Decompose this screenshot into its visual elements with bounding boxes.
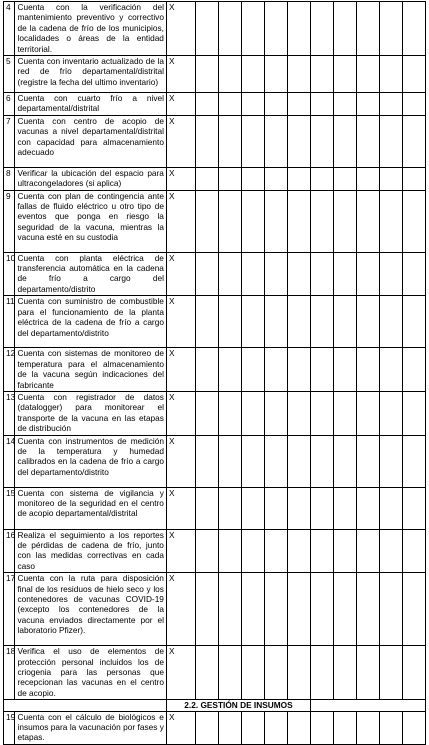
empty-cell — [288, 529, 311, 573]
item-mark: X — [166, 391, 195, 435]
empty-cell — [242, 487, 265, 529]
empty-cell — [219, 646, 242, 700]
empty-cell — [333, 167, 356, 190]
item-description: Realiza el seguimiento a los reportes de pérdidas de cadena de frío, junto con las medidas correctivas en cada caso — [15, 529, 166, 573]
empty-cell — [402, 573, 425, 646]
empty-cell — [333, 252, 356, 296]
table-row — [4, 2, 426, 56]
item-number: 7 — [4, 115, 15, 167]
empty-cell — [265, 115, 288, 167]
empty-cell — [356, 167, 379, 190]
empty-cell — [356, 487, 379, 529]
item-mark: X — [166, 93, 195, 116]
empty-cell — [265, 93, 288, 116]
empty-cell — [288, 190, 311, 252]
empty-cell — [219, 115, 242, 167]
empty-cell — [265, 296, 288, 348]
table-row — [4, 529, 426, 573]
empty-cell — [196, 646, 219, 700]
empty-cell — [311, 391, 334, 435]
empty-cell — [402, 2, 425, 56]
item-mark: X — [166, 487, 195, 529]
empty-cell — [196, 252, 219, 296]
table-row — [4, 573, 426, 646]
table-row — [4, 252, 426, 296]
empty-cell — [265, 487, 288, 529]
empty-cell — [333, 573, 356, 646]
section-body — [4, 711, 426, 744]
empty-cell — [379, 93, 402, 116]
empty-cell — [196, 529, 219, 573]
empty-cell — [265, 167, 288, 190]
table-row — [4, 296, 426, 348]
empty-cell — [402, 296, 425, 348]
item-mark: X — [166, 646, 195, 700]
item-number: 16 — [4, 529, 15, 573]
item-description: Cuenta con la ruta para disposición final de los residuos de hielo seco y los contenedores de vacunas COVID-19 (excepto los contenedores de la vacuna enviados directamente por el laboratorio Pfizer). — [15, 573, 166, 646]
empty-cell — [402, 167, 425, 190]
table-row — [4, 190, 426, 252]
empty-cell — [196, 167, 219, 190]
table-row — [4, 487, 426, 529]
empty-cell — [196, 348, 219, 392]
empty-cell — [402, 529, 425, 573]
checklist-body — [4, 2, 426, 700]
empty-cell — [219, 167, 242, 190]
empty-cell — [311, 348, 334, 392]
empty-cell — [265, 711, 288, 744]
empty-cell — [288, 2, 311, 56]
empty-cell — [196, 391, 219, 435]
empty-cell — [311, 252, 334, 296]
empty-cell — [333, 391, 356, 435]
item-description: Cuenta con instrumentos de medición de la temperatura y humedad calibrados en la cadena de frío a cargo del departamento/distrito — [15, 435, 166, 487]
item-number: 19 — [4, 711, 15, 744]
empty-cell — [265, 252, 288, 296]
empty-cell — [288, 252, 311, 296]
empty-cell — [242, 56, 265, 93]
empty-cell — [196, 296, 219, 348]
empty-cell — [196, 573, 219, 646]
empty-cell — [333, 296, 356, 348]
table-row — [4, 93, 426, 116]
empty-cell — [379, 573, 402, 646]
empty-cell — [311, 646, 334, 700]
item-mark: X — [166, 348, 195, 392]
item-description: Cuenta con registrador de datos (datalogger) para monitorear el transporte de la vacuna en las etapas de distribución — [15, 391, 166, 435]
empty-cell — [333, 56, 356, 93]
empty-cell — [242, 93, 265, 116]
empty-cell — [333, 529, 356, 573]
empty-cell — [402, 115, 425, 167]
empty-cell — [356, 711, 379, 744]
empty-cell — [356, 115, 379, 167]
item-mark: X — [166, 296, 195, 348]
empty-cell — [356, 296, 379, 348]
empty-cell — [356, 93, 379, 116]
empty-cell — [311, 296, 334, 348]
empty-cell — [265, 56, 288, 93]
empty-cell — [311, 573, 334, 646]
empty-cell — [196, 115, 219, 167]
item-mark: X — [166, 2, 195, 56]
empty-cell — [379, 2, 402, 56]
empty-cell — [219, 56, 242, 93]
empty-cell — [196, 56, 219, 93]
empty-cell — [242, 646, 265, 700]
empty-cell — [402, 252, 425, 296]
table-row — [4, 56, 426, 93]
empty-cell — [265, 435, 288, 487]
empty-cell — [288, 93, 311, 116]
item-description: Cuenta con sistema de vigilancia y monitoreo de la seguridad en el centro de acopio departamental/distrital — [15, 487, 166, 529]
empty-cell — [402, 391, 425, 435]
empty-cell — [333, 487, 356, 529]
empty-cell — [311, 115, 334, 167]
empty-cell — [265, 391, 288, 435]
empty-cell — [356, 435, 379, 487]
empty-cell — [265, 348, 288, 392]
empty-cell — [356, 2, 379, 56]
section-title: 2.2. GESTIÓN DE INSUMOS — [166, 700, 310, 711]
empty-cell — [242, 573, 265, 646]
empty-cell — [219, 190, 242, 252]
verification-checklist-table — [3, 1, 426, 745]
empty-cell — [288, 711, 311, 744]
empty-cell — [219, 391, 242, 435]
empty-cell — [242, 391, 265, 435]
item-number: 13 — [4, 391, 15, 435]
empty-cell — [242, 115, 265, 167]
empty-cell — [196, 435, 219, 487]
empty-cell — [288, 167, 311, 190]
empty-cell — [402, 711, 425, 744]
empty-cell — [288, 435, 311, 487]
table-row — [4, 348, 426, 392]
table-row — [4, 646, 426, 700]
empty-cell — [333, 435, 356, 487]
empty-cell — [219, 93, 242, 116]
empty-cell — [379, 115, 402, 167]
empty-cell — [242, 296, 265, 348]
empty-cell — [379, 435, 402, 487]
empty-cell — [333, 646, 356, 700]
item-description: Cuenta con cuarto frío a nivel departamental/distrital — [15, 93, 166, 116]
item-number: 5 — [4, 56, 15, 93]
empty-cell — [333, 93, 356, 116]
item-description: Cuenta con sistemas de monitoreo de temperatura para el almacenamiento de la vacuna según indicaciones del fabricante — [15, 348, 166, 392]
empty-cell — [242, 529, 265, 573]
empty-cell — [356, 56, 379, 93]
item-number: 11 — [4, 296, 15, 348]
item-number: 14 — [4, 435, 15, 487]
empty-cell — [242, 2, 265, 56]
item-description: Cuenta con el cálculo de biológicos e insumos para la vacunación por fases y etapas. — [15, 711, 166, 744]
empty-cell — [242, 435, 265, 487]
table-row — [4, 115, 426, 167]
empty-cell — [196, 93, 219, 116]
item-description: Cuenta con inventario actualizado de la red de frío departamental/distrital (registre la fecha del ultimo inventario) — [15, 56, 166, 93]
table-row — [4, 711, 426, 744]
item-mark: X — [166, 529, 195, 573]
empty-cell — [288, 296, 311, 348]
empty-cell — [219, 435, 242, 487]
empty-cell — [379, 391, 402, 435]
item-number: 17 — [4, 573, 15, 646]
empty-cell — [333, 2, 356, 56]
item-mark: X — [166, 190, 195, 252]
empty-cell — [311, 2, 334, 56]
empty-cell — [288, 646, 311, 700]
empty-cell — [196, 487, 219, 529]
empty-cell — [379, 56, 402, 93]
empty-cell — [333, 115, 356, 167]
item-number: 6 — [4, 93, 15, 116]
empty-cell — [288, 348, 311, 392]
empty-cell — [356, 529, 379, 573]
empty-cell — [333, 711, 356, 744]
empty-cell — [288, 573, 311, 646]
item-number: 15 — [4, 487, 15, 529]
empty-cell — [288, 487, 311, 529]
table-row — [4, 391, 426, 435]
item-description: Verifica el uso de elementos de protección personal incluidos los de criogenia para las personas que recepcionan las vacunas en el centro de acopio. — [15, 646, 166, 700]
empty-cell — [379, 487, 402, 529]
empty-cell — [356, 348, 379, 392]
empty-cell — [311, 167, 334, 190]
empty-cell — [402, 56, 425, 93]
empty-cell — [402, 190, 425, 252]
item-mark: X — [166, 711, 195, 744]
empty-cell — [219, 573, 242, 646]
empty-cell — [311, 711, 334, 744]
empty-cell — [333, 190, 356, 252]
empty-cell — [379, 348, 402, 392]
empty-cell — [379, 190, 402, 252]
empty-cell — [356, 391, 379, 435]
empty-cell — [219, 711, 242, 744]
empty-cell — [219, 252, 242, 296]
section-spacer-right — [311, 700, 426, 711]
empty-cell — [242, 252, 265, 296]
item-number: 9 — [4, 190, 15, 252]
empty-cell — [311, 435, 334, 487]
empty-cell — [219, 529, 242, 573]
table-row — [4, 435, 426, 487]
empty-cell — [402, 487, 425, 529]
empty-cell — [265, 573, 288, 646]
empty-cell — [265, 646, 288, 700]
empty-cell — [311, 487, 334, 529]
empty-cell — [219, 2, 242, 56]
empty-cell — [288, 56, 311, 93]
empty-cell — [196, 2, 219, 56]
empty-cell — [379, 711, 402, 744]
section-header — [4, 700, 426, 711]
empty-cell — [219, 296, 242, 348]
empty-cell — [379, 296, 402, 348]
empty-cell — [265, 190, 288, 252]
item-mark: X — [166, 573, 195, 646]
empty-cell — [288, 391, 311, 435]
item-number: 12 — [4, 348, 15, 392]
empty-cell — [311, 93, 334, 116]
empty-cell — [379, 646, 402, 700]
empty-cell — [356, 252, 379, 296]
section-spacer-left — [4, 700, 167, 711]
item-mark: X — [166, 115, 195, 167]
empty-cell — [196, 711, 219, 744]
empty-cell — [196, 190, 219, 252]
item-number: 18 — [4, 646, 15, 700]
empty-cell — [402, 348, 425, 392]
item-description: Cuenta con planta eléctrica de transferencia automática en la cadena de frío a cargo del departamento/distrito — [15, 252, 166, 296]
empty-cell — [242, 190, 265, 252]
empty-cell — [242, 348, 265, 392]
empty-cell — [265, 2, 288, 56]
empty-cell — [402, 93, 425, 116]
empty-cell — [265, 529, 288, 573]
empty-cell — [311, 56, 334, 93]
item-number: 4 — [4, 2, 15, 56]
item-mark: X — [166, 167, 195, 190]
empty-cell — [242, 711, 265, 744]
empty-cell — [242, 167, 265, 190]
empty-cell — [402, 646, 425, 700]
item-description: Cuenta con la verificación del mantenimiento preventivo y correctivo de la cadena de frío de los municipios, localidades o áreas de la entidad territorial. — [15, 2, 166, 56]
empty-cell — [219, 487, 242, 529]
empty-cell — [379, 529, 402, 573]
item-mark: X — [166, 56, 195, 93]
empty-cell — [356, 190, 379, 252]
item-description: Cuenta con centro de acopio de vacunas a nivel departamental/distrital con capacidad para almacenamiento adecuado — [15, 115, 166, 167]
item-description: Cuenta con plan de contingencia ante fallas de fluido eléctrico u otro tipo de eventos que ponga en riesgo la seguridad de la vacuna, mientras la vacuna esté en su custodia — [15, 190, 166, 252]
empty-cell — [379, 167, 402, 190]
item-number: 8 — [4, 167, 15, 190]
item-mark: X — [166, 252, 195, 296]
empty-cell — [356, 646, 379, 700]
empty-cell — [219, 348, 242, 392]
empty-cell — [333, 348, 356, 392]
empty-cell — [379, 252, 402, 296]
empty-cell — [311, 190, 334, 252]
empty-cell — [288, 115, 311, 167]
table-row — [4, 167, 426, 190]
empty-cell — [402, 435, 425, 487]
empty-cell — [356, 573, 379, 646]
item-description: Verificar la ubicación del espacio para ultracongeladores (si aplica) — [15, 167, 166, 190]
item-description: Cuenta con suministro de combustible para el funcionamiento de la planta eléctrica de la cadena de frío a cargo del departamento/distrito — [15, 296, 166, 348]
item-mark: X — [166, 435, 195, 487]
empty-cell — [311, 529, 334, 573]
item-number: 10 — [4, 252, 15, 296]
